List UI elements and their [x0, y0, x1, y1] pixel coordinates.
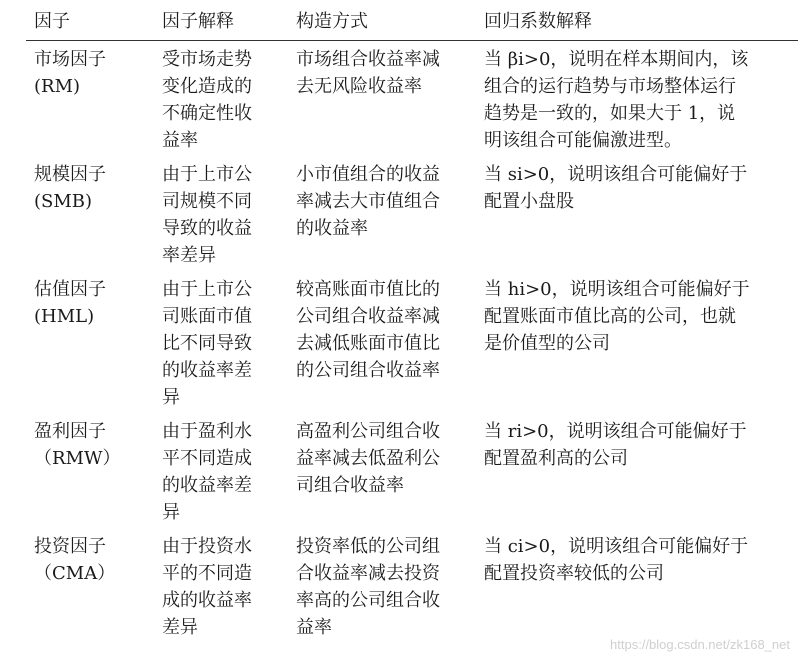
- factor-explanation: 由于盈利水 平不同造成 的收益率差 异: [162, 421, 252, 523]
- construction-method: 投资率低的公司组 合收益率减去投资 率高的公司组合收 益率: [296, 536, 440, 638]
- watermark: https://blog.csdn.net/zk168_net: [610, 637, 790, 652]
- factor-explanation: 由于投资水 平的不同造 成的收益率 差异: [162, 536, 252, 638]
- header-factor-explanation: 因子解释: [162, 11, 234, 32]
- factor-explanation: 受市场走势 变化造成的 不确定性收 益率: [162, 49, 252, 151]
- construction-method: 市场组合收益率减 去无风险收益率: [296, 49, 440, 97]
- factor-explanation: 由于上市公 司规模不同 导致的收益 率差异: [162, 164, 252, 266]
- construction-method: 较高账面市值比的 公司组合收益率减 去减低账面市值比 的公司组合收益率: [296, 279, 440, 381]
- header-factor: 因子: [34, 11, 70, 32]
- table-header: [26, 0, 798, 41]
- factor-name: 投资因子 （CMA）: [34, 536, 116, 584]
- factor-name: 规模因子 (SMB): [34, 164, 106, 212]
- factor-table: [26, 0, 798, 638]
- header-construction-method: 构造方式: [296, 11, 368, 32]
- construction-method: 高盈利公司组合收 益率减去低盈利公 司组合收益率: [296, 421, 440, 496]
- header-coefficient-interpretation: 回归系数解释: [484, 11, 592, 32]
- coefficient-interpretation: 当 ri>0，说明该组合可能偏好于 配置盈利高的公司: [484, 421, 747, 469]
- factor-name: 盈利因子 （RMW）: [34, 421, 121, 469]
- construction-method: 小市值组合的收益 率减去大市值组合 的收益率: [296, 164, 440, 239]
- factor-explanation: 由于上市公 司账面市值 比不同导致 的收益率差 异: [162, 279, 252, 408]
- factor-name: 估值因子 (HML): [34, 279, 106, 327]
- coefficient-interpretation: 当 hi>0，说明该组合可能偏好于 配置账面市值比高的公司，也就 是价值型的公司: [484, 279, 750, 354]
- factor-name: 市场因子 (RM): [34, 49, 106, 97]
- coefficient-interpretation: 当 ci>0，说明该组合可能偏好于 配置投资率较低的公司: [484, 536, 749, 584]
- coefficient-interpretation: 当 βi>0，说明在样本期间内，该 组合的运行趋势与市场整体运行 趋势是一致的，如果大于 1，说 明该组合可能偏激进型。: [484, 49, 749, 151]
- coefficient-interpretation: 当 si>0，说明该组合可能偏好于 配置小盘股: [484, 164, 748, 212]
